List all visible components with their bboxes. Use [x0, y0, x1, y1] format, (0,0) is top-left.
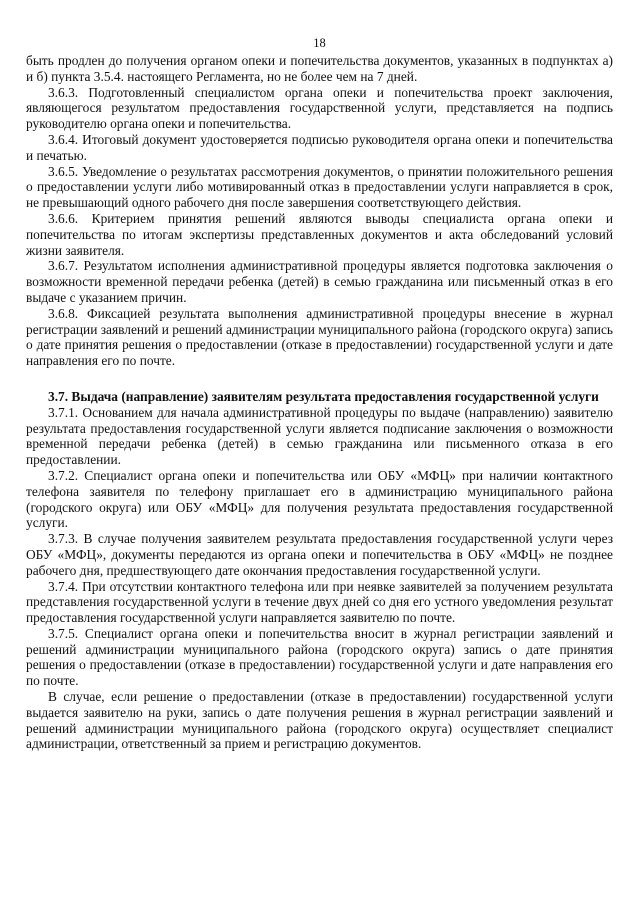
page-number: 18 — [313, 36, 326, 50]
section-heading-3-7: 3.7. Выдача (направление) заявителям результата предоставления государственной услуги — [48, 388, 599, 404]
paragraph-3-6-3: 3.6.3. Подготовленный специалистом органа опеки и попечительства проект заключения, являющегося результатом предоставления государственной услуги, представляется на подпись руководителю органа опеки и попечительства. — [26, 84, 613, 132]
paragraph-final: В случае, если решение о предоставлении (отказе в предоставлении) государственной услуги выдается заявителю на руки, запись о дате получения решения в журнал регистрации заявлений и решений администрации муниципального района (городского округа) осуществляет специалист администрации, ответственный за прием и регистрацию документов. — [26, 689, 613, 752]
paragraph-3-7-2: 3.7.2. Специалист органа опеки и попечительства или ОБУ «МФЦ» при наличии контактного телефона заявителя по телефону приглашает его в администрацию муниципального района (городского округа) или ОБУ «МФЦ» для получения результата предоставления государственной услуги. — [26, 467, 613, 531]
paragraph-3-7-3: 3.7.3. В случае получения заявителем результата предоставления государственной услуги через ОБУ «МФЦ», документы передаются из органа опеки и попечительства в ОБУ «МФЦ» не позднее рабочего дня, предшествующего дате окончания предоставления государственной услуги. — [26, 531, 613, 578]
paragraph-3-7-1: 3.7.1. Основанием для начала административной процедуры по выдаче (направлению) заявителю результата предоставления государственной услуги является подписание заключения о возможности временной передачи ребенка (детей) в семью гражданина или письменного отказа в его предоставлении. — [26, 404, 613, 468]
paragraph-3-7-4: 3.7.4. При отсутствии контактного телефона или при неявке заявителей за получением результата представления государственной услуги в течение двух дней со дня его устного уведомления результат предоставления государственной услуги направляется заявителю по почте. — [26, 578, 613, 626]
paragraph-3-6-6: 3.6.6. Критерием принятия решений являются выводы специалиста органа опеки и попечительства по итогам экспертизы представленных документов и акта обследований условий жизни заявителя. — [26, 210, 613, 258]
paragraph-3-6-7: 3.6.7. Результатом исполнения административной процедуры является подготовка заключения о возможности временной передачи ребенка (детей) в семью гражданина или письменный отказ в его выдаче с указанием причин. — [26, 258, 613, 305]
paragraph-3-6-5: 3.6.5. Уведомление о результатах рассмотрения документов, о принятии положительного решения о предоставлении услуги либо мотивированный отказ в предоставлении услуги направляется в срок, не превышающий одного рабочего дня после завершения соответствующего действия. — [26, 163, 613, 211]
paragraph-3-7-5: 3.7.5. Специалист органа опеки и попечительства вносит в журнал регистрации заявлений и решений администрации муниципального района (городского округа) запись о дате принятия решения о предоставлении (отказе в предоставлении) государственной услуги и дате направления его по почте. — [26, 625, 613, 689]
paragraph-3-6-8: 3.6.8. Фиксацией результата выполнения административной процедуры внесение в журнал регистрации заявлений и решений администрации муниципального района (городского округа) запись о дате принятия решения о предоставлении (отказе в предоставлении) государственной услуги и дате направления его по почте. — [26, 305, 613, 369]
paragraph-continuation: быть продлен до получения органом опеки и попечительства документов, указанных в подпунктах а) и б) пункта 3.5.4. настоящего Регламента, но не более чем на 7 дней. — [26, 53, 613, 84]
paragraph-3-6-4: 3.6.4. Итоговый документ удостоверяется подписью руководителя органа опеки и попечительства и печатью. — [26, 131, 613, 163]
